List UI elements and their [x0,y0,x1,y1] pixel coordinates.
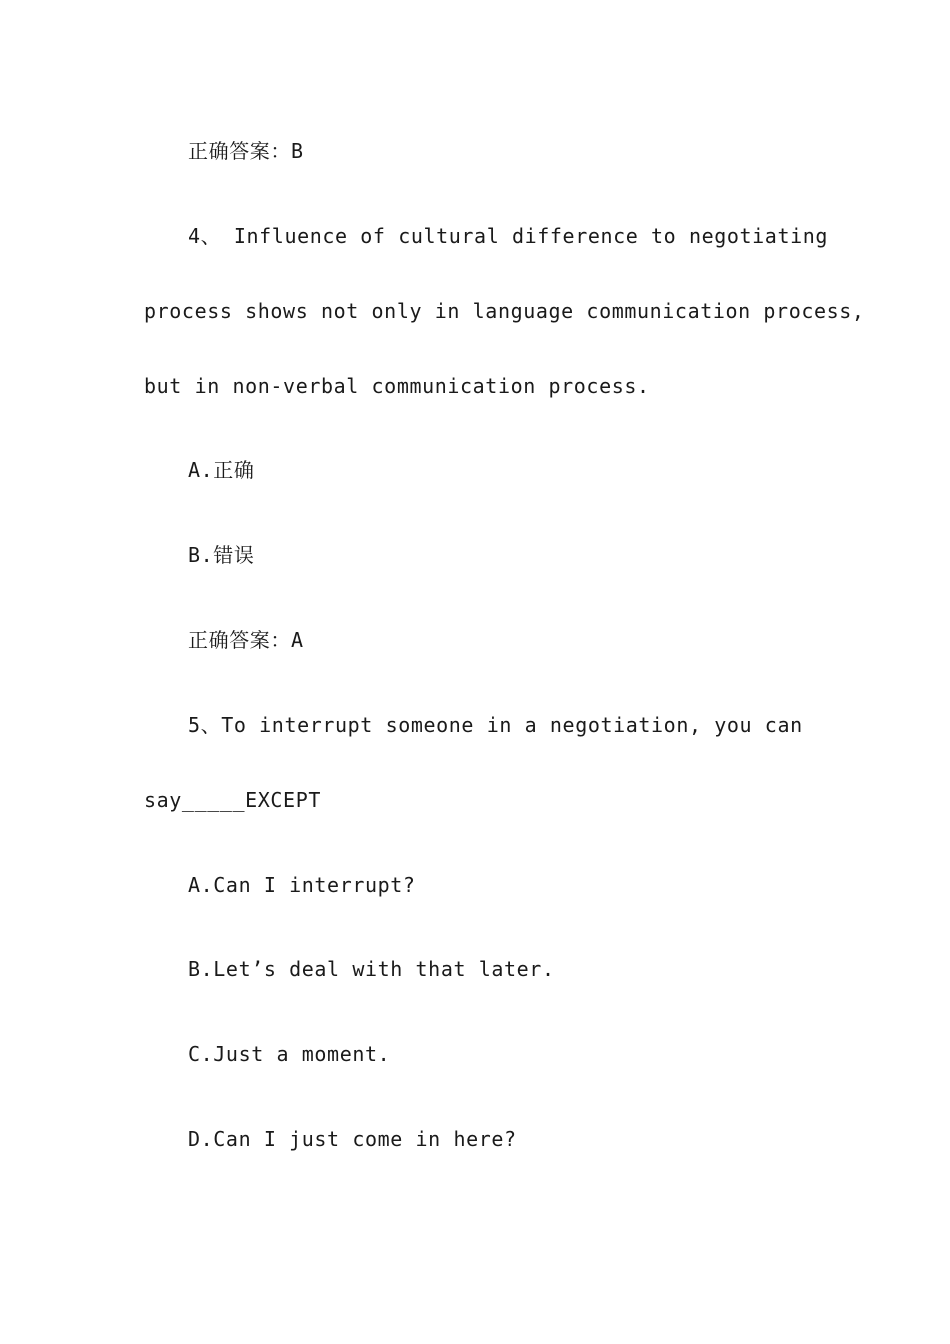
q4-stem-line-3: but in non-verbal communication process. [144,374,650,398]
q4-option-b: B.错误 [188,543,255,567]
q3-answer: 正确答案：B [188,139,304,163]
q5-option-c: C.Just a moment. [188,1042,391,1066]
q5-stem-line-2: say_____EXCEPT [144,788,321,812]
q4-answer: 正确答案：A [188,628,304,652]
q5-option-a: A.Can I interrupt? [188,873,416,897]
q4-option-a: A.正确 [188,458,255,482]
q5-option-d: D.Can I just come in here? [188,1127,517,1151]
q5-stem-line-1: 5、To interrupt someone in a negotiation, you can [188,713,803,737]
q4-stem-line-2: process shows not only in language communication process, [144,299,865,323]
q4-stem-line-1: 4、 Influence of cultural difference to negotiating [188,224,829,248]
q5-option-b: B.Let’s deal with that later. [188,957,555,981]
